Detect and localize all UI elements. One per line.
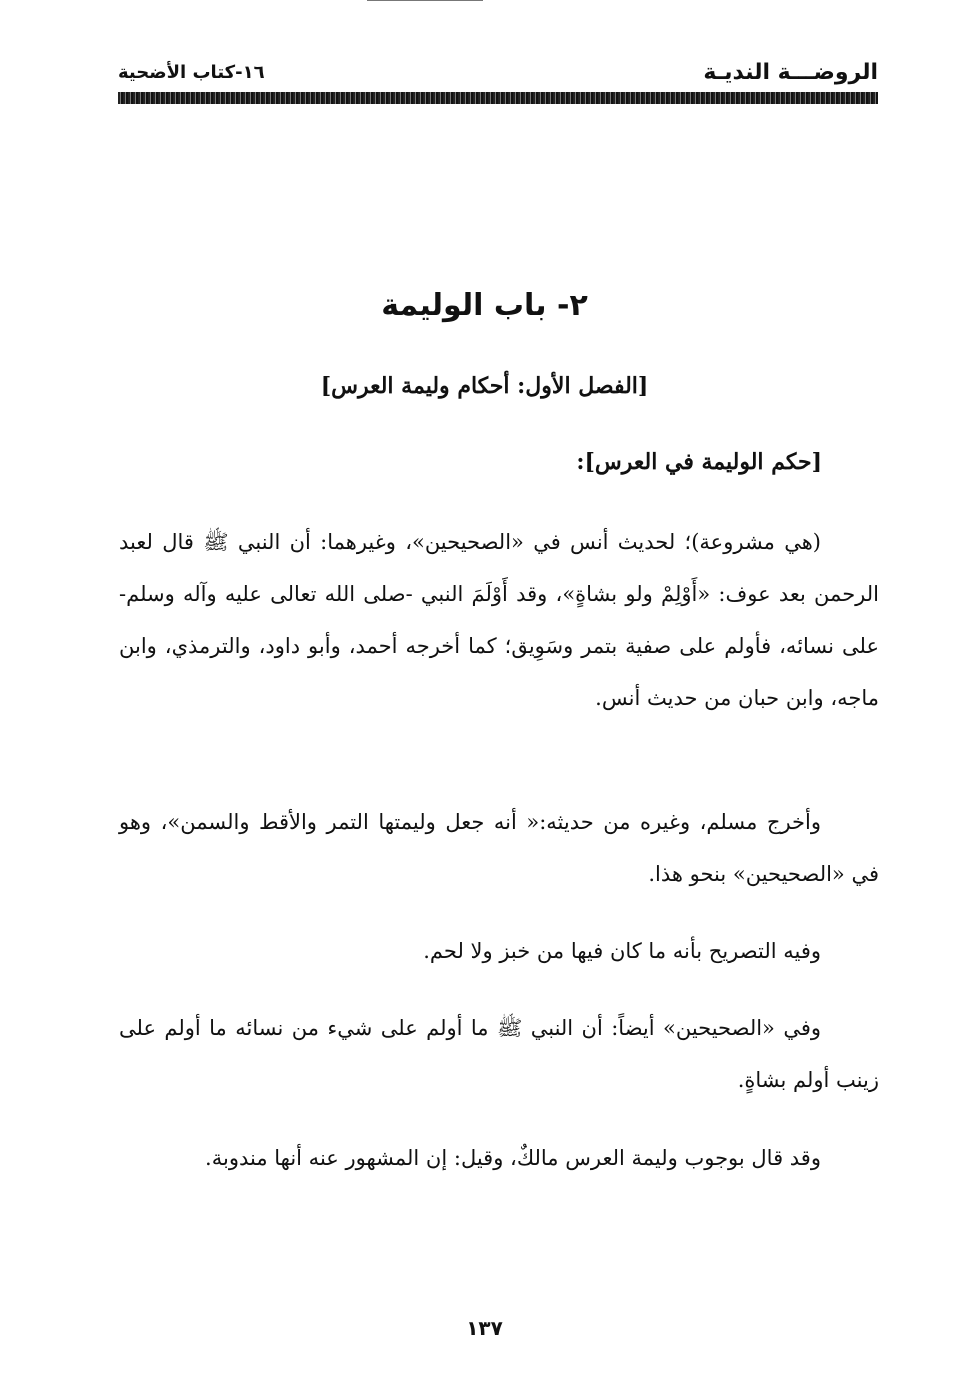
paragraph-1: (هي مشروعة)؛ لحديث أنس في «الصحيحين»، وغيرهما: أن النبي ﷺ قال لعبد الرحمن بعد عوف: «أَوْلِمْ ولو بشاةٍ»، وقد أَوْلَمَ النبي -صلى الله تعالى عليه وآله وسلم- على نسائه، فأولم على صفية بتمر وسَوِيق؛ كما أخرجه أحمد، وأبو داود، والترمذي، وابن ماجه، وابن حبان من حديث أنس. xyxy=(119,530,879,710)
page-number: ١٣٧ xyxy=(466,1316,503,1340)
paragraph-4: وفي «الصحيحين» أيضاً: أن النبي ﷺ ما أولم على شيء من نسائه ما أولم على زينب أولم بشاةٍ. xyxy=(119,1016,879,1092)
paragraph-2: وأخرج مسلم، وغيره من حديثه:« أنه جعل وليمتها التمر والأقط والسمن»، وهو في «الصحيحين» بنحو هذا. xyxy=(119,810,879,886)
chapter-title: ٢- باب الوليمة xyxy=(381,288,588,323)
header-book-title: الروضـــة النديـة xyxy=(703,60,878,85)
subheading: [حكم الوليمة في العرس]: xyxy=(576,449,822,475)
paragraph-5: وقد قال بوجوب وليمة العرس مالكٌ، وقيل: إن المشهور عنه أنها مندوبة. xyxy=(205,1146,821,1170)
section-title: [الفصل الأول: أحكام وليمة العرس] xyxy=(320,373,649,399)
header-chapter-ref: ١٦-كتاب الأضحية xyxy=(118,62,265,83)
top-scan-rule xyxy=(367,0,483,1)
paragraph-3: وفيه التصريح بأنه ما كان فيها من خبز ولا لحم. xyxy=(423,939,821,963)
header-rule xyxy=(118,92,878,104)
running-header xyxy=(118,58,878,88)
